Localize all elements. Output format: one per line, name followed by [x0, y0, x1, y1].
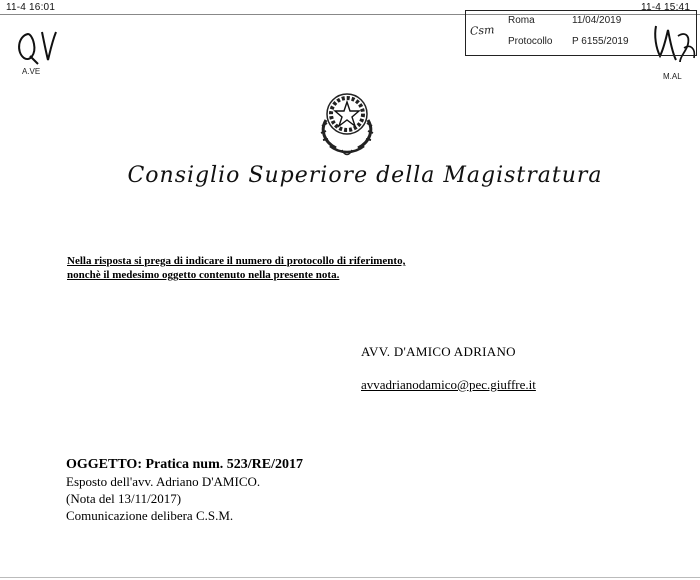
reply-notice — [67, 254, 405, 282]
republic-emblem-icon — [312, 86, 382, 158]
subject-block — [66, 456, 303, 524]
initials-right: M.AL — [663, 72, 682, 81]
stamp-city: Roma — [508, 15, 535, 26]
recipient-email-link[interactable]: avvadrianodamico@pec.giuffre.it — [361, 377, 536, 392]
reply-notice-line-2: nonchè il medesimo oggetto contenuto nella presente nota. — [67, 269, 340, 281]
subject-heading: OGGETTO: Pratica num. 523/RE/2017 — [66, 457, 303, 472]
stamp-date: 11/04/2019 — [572, 15, 622, 26]
stamp-protocol-label: Protocollo — [508, 36, 553, 47]
protocol-stamp — [465, 10, 697, 56]
institution-name: Consiglio Superiore della Magistratura — [127, 163, 603, 188]
stamp-protocol-number: P 6155/2019 — [572, 36, 629, 47]
subject-line-1: Esposto dell'avv. Adriano D'AMICO. — [66, 474, 261, 489]
handwritten-signature-left — [14, 28, 62, 68]
subject-line-3: Comunicazione delibera C.S.M. — [66, 508, 234, 523]
reply-notice-line-1: Nella risposta si prega di indicare il numero di protocollo di riferimento, — [67, 255, 406, 267]
initials-left: A.VE — [22, 67, 41, 76]
fax-timestamp-left: 11-4 16:01 — [6, 2, 56, 13]
recipient-name: AVV. D'AMICO ADRIANO — [361, 344, 516, 359]
page-bottom-edge — [0, 577, 700, 578]
csm-stamp-logo: Csm — [469, 23, 495, 38]
fax-timestamp-right: 11-4 15:41 — [641, 2, 691, 13]
subject-line-2: (Nota del 13/11/2017) — [66, 491, 182, 506]
